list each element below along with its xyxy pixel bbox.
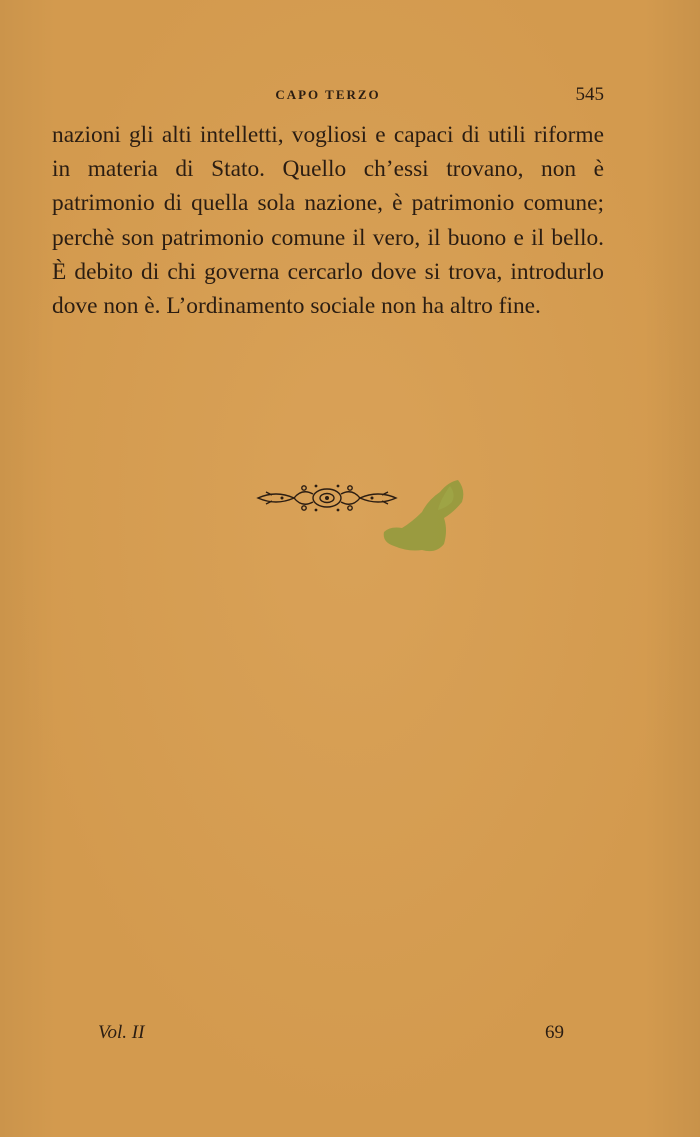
signature-mark: Vol. II [98, 1022, 145, 1043]
scroll-ornament-icon [256, 482, 398, 514]
page-number: 545 [575, 84, 604, 105]
paper-stain [378, 472, 470, 558]
signature-number: 69 [545, 1022, 564, 1043]
running-title: CAPO TERZO [275, 87, 381, 102]
body-paragraph: nazioni gli alti intelletti, vogliosi e capaci di utili riforme in materia di Stato. Quello ch’essi trovano, non è patrimonio di quella sola nazione, è patrimonio comune; perchè son patrimonio comune il vero, il buono e il bello. È debito di chi governa cercarlo dove si trova, introdurlo dove non è. L’ordinamento sociale non ha altro fine. [52, 122, 604, 320]
running-head [52, 84, 604, 106]
